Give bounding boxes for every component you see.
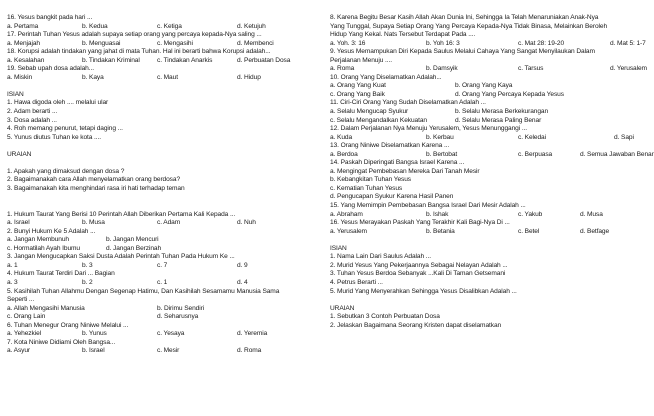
uraian-item: 2. Jelaskan Bagaimana Seorang Kristen dapat diselamatkan [330,321,502,329]
option-a: a. Roma [330,65,355,73]
question-5-options-ab [7,305,307,314]
question-17-left: 17. Perintah Tuhan Yesus adalah supaya setiap orang yang percaya kepada-Nya saling ... [7,31,262,39]
question-8-line-2: Yang Tunggal, Supaya Setiap Orang Yang Percaya Kepada-Nya Tidak Binasa, Melainkan Beroleh [330,22,608,30]
question-12-options [330,133,634,143]
option-d: d. Pengucapan Syukur Karena Hasil Panen [330,193,454,201]
option-b: b. Yunus [82,330,107,338]
question-8-line-1: 8. Karena Begitu Besar Kasih Allah Akan Dunia Ini, Sehingga Ia Telah Menaruniakan Anak-Nya [330,14,599,21]
question-16-right: 16. Yesus Merayakan Paskah Yang Terakhir Kali Bagi-Nya Di ... [330,219,510,227]
option-d: d. Roma [237,347,262,355]
option-d: d. Mat 5: 1-7 [610,39,646,47]
question-10: 10. Orang Yang Diselamatkan Adalah... [330,73,442,81]
option-d: d. Ketujuh [237,22,266,30]
option-b: b. Betania [426,227,455,235]
uraian-heading-right: URAIAN [330,304,355,312]
option-a: a. Allah Mengasihi Manusia [7,304,85,312]
question-16-right-options [330,228,630,237]
question-9-options [330,65,647,74]
question-7-options [7,347,307,356]
isian-item: 2. Adam berarti ... [7,108,58,116]
question-15: 15. Yang Memimpin Pembebasan Bangsa Israel Dari Mesir Adalah ... [330,202,526,210]
option-b: b. Musa [82,219,105,227]
question-6-options [7,330,307,339]
question-8-options [330,39,646,49]
option-b: b. Jangan Mencuri [106,236,159,244]
question-11: 11. Ciri-Ciri Orang Yang Sudah Diselamatkan Adalah ... [330,99,486,107]
question-16-left: 16. Yesus bangkit pada hari ... [7,14,93,21]
option-c: c. Berpuasa [518,150,553,158]
option-a: a. Miskin [7,73,33,81]
question-16-left-options [7,23,307,32]
option-a: a. Asyur [7,347,31,355]
option-c: c. Keledai [518,133,546,141]
option-d: d. Orang Yang Percaya Kepada Yesus [455,90,564,98]
option-a: a. Kesalahan [7,56,45,64]
question-8-line-3: Hidup Yang Kekal. Nats Tersebut Terdapat Pada .... [330,31,476,39]
option-c: c. Tindakan Anarkis [157,56,213,64]
option-c: c. 1 [157,278,168,286]
option-d: d. Betfage [580,227,610,235]
option-b: b. Bertobat [426,150,458,158]
option-d: d. Nuh [237,219,256,227]
option-d: d. 9 [237,261,248,269]
option-b: b. Yoh 16: 3 [426,39,460,47]
option-c: c. Orang Lain [7,313,46,321]
option-c: c. Maut [157,73,178,81]
option-c: c. Orang Yang Baik [330,90,385,98]
isian-item: 4. Petrus Berarti ... [330,278,383,286]
question-4-options [7,279,307,288]
question-19-left: 19. Sebab upah dosa adalah... [7,65,94,73]
option-d: d. Jangan Berzinah [106,244,162,252]
option-d: d. Sapi [614,133,634,141]
option-c: c. Adam [157,219,181,227]
uraian-item: 2. Bagaimanakah cara Allah menyelamatkan orang berdosa? [7,176,181,184]
option-b: b. Kedua [82,22,108,30]
isian-item: 4. Roh memang penurut, tetapi daging ... [7,125,123,133]
option-b: b. Dirimu Sendiri [157,304,205,312]
option-d: d. Membenci [237,39,274,47]
question-19-left-options [7,74,307,83]
option-d: d. Yeremia [237,330,268,338]
question-17-left-options [7,40,307,49]
option-a: a. Orang Yang Kuat [330,82,386,90]
option-a: a. Abraham [330,210,363,218]
option-d: d. Seharusnya [157,313,199,321]
question-13: 13. Orang Niniwe Diselamatkan Karena ... [330,142,450,150]
option-b: b. Damsyik [426,65,458,73]
option-a: a. 1 [7,261,18,269]
option-c: c. Ketiga [157,22,182,30]
uraian-item: 1. Apakah yang dimaksud dengan dosa ? [7,167,125,175]
isian-item: 3. Dosa adalah ... [7,116,57,124]
uraian-item: 3. Bagaimanakah kita menghindari rasa iri hati terhadap teman [7,184,185,192]
option-d: d. Musa [580,210,603,218]
option-b: b. Kerbau [426,133,454,141]
option-c: c. Kematian Tuhan Yesus [330,184,403,192]
option-c: c. Yesaya [157,330,185,338]
isian-item: 1. Nama Lain Dari Saulus Adalah ... [330,253,431,261]
option-d: d. Perbuatan Dosa [237,56,291,64]
question-14: 14. Paskah Diperingati Bangsa Israel Karena ... [330,159,465,167]
option-a: a. Selalu Mengucap Syukur [330,108,409,116]
isian-heading-left: ISIAN [7,90,24,98]
question-3-options [7,262,307,271]
option-a: a. Jangan Membunuh [7,236,69,244]
option-d: d. Semua Jawaban Benar [580,150,654,158]
question-10-options-ab [330,82,630,91]
option-a: a. Yerusalem [330,227,367,235]
option-b: b. Kaya [82,73,104,81]
isian-item: 5. Murid Yang Menyerahkan Sehingga Yesus Disalibkan Adalah ... [330,287,517,295]
left-column [7,14,307,356]
isian-item: 5. Yunus diutus Tuhan ke kota .... [7,133,101,141]
option-b: b. 3 [82,261,93,269]
option-b: b. Menguasai [82,39,121,47]
question-15-options [330,211,630,220]
question-6: 6. Tuhan Menegur Orang Niniwe Melalui ... [7,321,129,329]
question-10-options-cd [330,91,630,100]
option-a: a. Kuda [330,133,353,141]
question-2: 2. Bunyi Hukum Ke 5 Adalah ... [7,227,96,235]
option-a: a. 3 [7,278,18,286]
option-d: d. Yerusalem [610,65,647,73]
question-11-options-ab [330,108,630,117]
option-c: c. Mat 28: 19-20 [518,39,565,47]
option-a: a. Yoh. 3: 16 [330,39,366,47]
question-11-options-cd [330,117,630,126]
right-column [330,14,654,330]
option-a: a. Israel [7,219,30,227]
option-c: c. Mengasihi [157,39,193,47]
option-b: b. Kebangkitan Tuhan Yesus [330,176,411,184]
question-1-options [7,219,307,228]
option-d: d. Selalu Merasa Paling Benar [455,116,542,124]
question-5-line-2: Seperti ... [7,296,35,304]
uraian-item: 1. Sebutkan 3 Contoh Perbuatan Dosa [330,313,440,321]
uraian-heading-left: URAIAN [7,150,32,158]
question-9-line-2: Perjalanan Menuju .... [330,56,392,64]
option-b: b. Ishak [426,210,449,218]
option-a: a. Berdoa [330,150,358,158]
option-c: c. Betel [518,227,540,235]
option-b: b. Israel [82,347,105,355]
question-3: 3. Jangan Mengucapkan Saksi Dusta Adalah Perintah Tuhan Pada Hukum Ke ... [7,253,235,261]
option-c: c. Hormatilah Ayah Ibumu [7,244,80,252]
question-1: 1. Hukum Taurat Yang Berisi 10 Perintah Allah Diberikan Pertama Kali Kepada ... [7,210,236,218]
question-5-line-1: 5. Kasihilah Tuhan Allahmu Dengan Segenap Hatimu, Dan Kasihilah Sesamamu Manusia Sama [7,287,280,295]
question-9-line-1: 9. Yesus Memampukan Diri Kepada Saulus Melalui Cahaya Yang Sangat Menyilaukan Dalam [330,48,595,56]
option-b: b. Orang Yang Kaya [455,82,513,90]
isian-item: 1. Hawa digoda oleh .... melalui ular [7,99,109,107]
isian-item: 3. Tuhan Yesus Berdoa Sebanyak ...Kali Di Taman Getsemani [330,270,506,278]
question-18-left-options [7,57,307,66]
question-5-options-cd [7,313,307,322]
option-c: c. 7 [157,261,168,269]
option-c: c. Selalu Mengandalkan Kekuatan [330,116,427,124]
option-a: a. Pertama [7,22,39,30]
option-b: b. 2 [82,278,93,286]
isian-heading-right: ISIAN [330,244,347,252]
option-a: a. Menjajah [7,39,40,47]
option-a: a. Mengingat Pembebasan Mereka Dari Tanah Mesir [330,167,480,175]
option-b: b. Tindakan Kriminal [82,56,140,64]
option-c: c. Tarsus [518,65,544,73]
option-c: c. Yakub [518,210,543,218]
question-13-options [330,150,654,160]
option-d: d. Hidup [237,73,261,81]
option-c: c. Mesir [157,347,180,355]
question-18-left: 18. Korupsi adalah tindakan yang jahat di mata Tuhan. Hal ini berarti bahwa Korupsi adalah... [7,48,271,56]
question-12: 12. Dalam Perjalanan Nya Menuju Yerusalem, Yesus Menunggangi ... [330,125,528,133]
question-2-options-cd [7,245,307,254]
option-b: b. Selalu Merasa Berkekurangan [455,108,549,116]
isian-item: 2. Murid Yesus Yang Pekerjaannya Sebagai Nelayan Adalah ... [330,261,508,269]
option-d: d. 4 [237,278,248,286]
question-4: 4. Hukum Taurat Terdiri Dari ... Bagian [7,270,115,278]
question-2-options-ab [7,236,307,245]
option-a: a. Yehezkiel [7,330,41,338]
question-7: 7. Kota Niniwe Didiami Oleh Bangsa... [7,338,116,346]
